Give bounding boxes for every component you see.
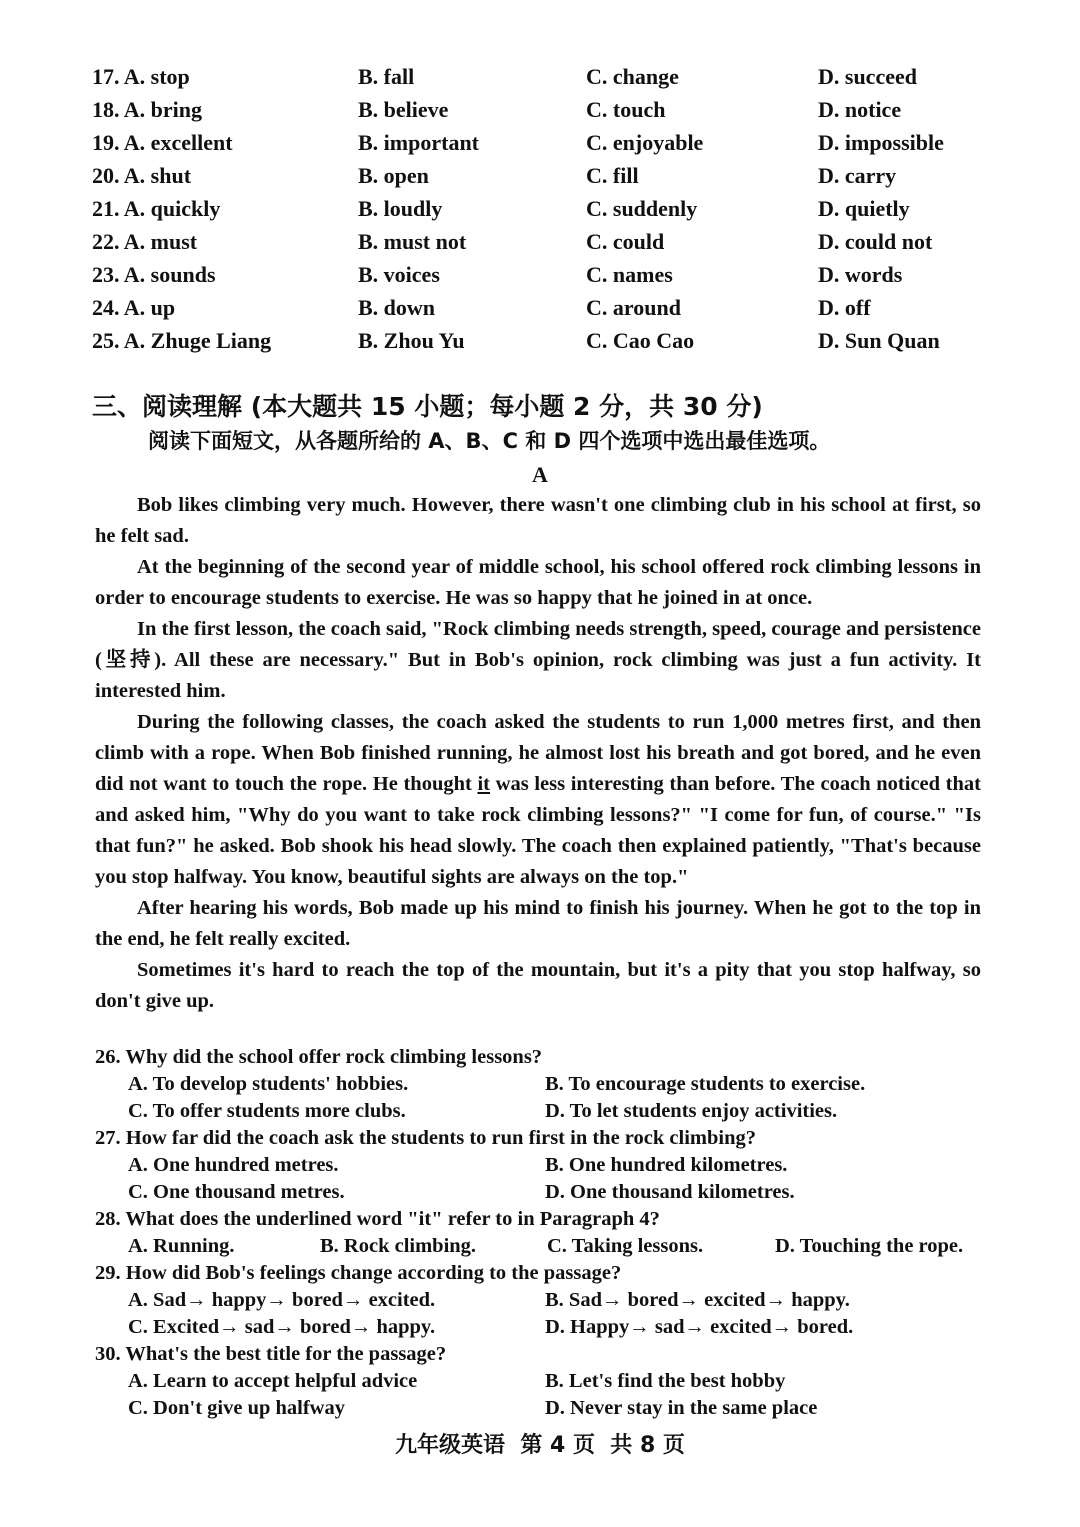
choice-c: C. Excited→ sad→ bored→ happy. xyxy=(128,1316,436,1338)
option-row-22 xyxy=(0,225,1080,258)
paragraph-2: At the beginning of the second year of middle school, his school offered rock climbing lessons in order to encourage students to exercise. He was so happy that he joined in at once. xyxy=(95,556,981,609)
option-d: D. notice xyxy=(818,97,902,122)
option-c: C. touch xyxy=(586,97,666,122)
option-a: 18. A. bring xyxy=(92,97,203,122)
choice-row xyxy=(95,1098,995,1125)
option-row-24 xyxy=(0,291,1080,324)
choice-c: C. Taking lessons. xyxy=(547,1235,704,1257)
paragraph-3: In the first lesson, the coach said, "Rock climbing needs strength, speed, courage and persistence (坚持). All these are necessary." But in Bob's opinion, rock climbing was just a fun activity. It interested him. xyxy=(95,618,981,702)
option-a: 20. A. shut xyxy=(92,163,192,188)
choice-a: A. To develop students' hobbies. xyxy=(128,1073,409,1095)
paragraph-4 xyxy=(95,707,981,893)
choice-row xyxy=(95,1152,995,1179)
choice-d: D. One thousand kilometres. xyxy=(545,1181,795,1203)
option-d: D. impossible xyxy=(818,130,944,155)
option-d: D. off xyxy=(818,295,871,320)
question-stem: 26. Why did the school offer rock climbing lessons? xyxy=(95,1046,543,1068)
choice-row xyxy=(95,1395,995,1422)
option-c: C. Cao Cao xyxy=(586,328,695,353)
section-title: 三、阅读理解 (本大题共 15 小题；每小题 2 分，共 30 分) xyxy=(92,392,763,421)
question-27 xyxy=(95,1125,995,1206)
choice-row xyxy=(95,1314,995,1341)
choice-b: B. Let's find the best hobby xyxy=(545,1370,786,1392)
choice-a: A. Sad→ happy→ bored→ excited. xyxy=(128,1289,436,1311)
option-d: D. could not xyxy=(818,229,933,254)
page-footer: 九年级英语 第 4 页 共 8 页 xyxy=(395,1433,685,1458)
choice-d: D. To let students enjoy activities. xyxy=(545,1100,838,1122)
option-b: B. loudly xyxy=(358,196,443,221)
option-c: C. suddenly xyxy=(586,196,698,221)
question-stem: 27. How far did the coach ask the students to run first in the rock climbing? xyxy=(95,1127,756,1149)
choice-c: C. To offer students more clubs. xyxy=(128,1100,406,1122)
option-b: B. open xyxy=(358,163,429,188)
option-b: B. down xyxy=(358,295,436,320)
option-d: D. words xyxy=(818,262,903,287)
choice-c: C. One thousand metres. xyxy=(128,1181,345,1203)
underlined-word-it: it xyxy=(477,773,490,795)
option-a: 23. A. sounds xyxy=(92,262,216,287)
passage-label: A xyxy=(532,462,548,487)
choice-row xyxy=(95,1233,995,1260)
option-c: C. change xyxy=(586,64,679,89)
option-b: B. important xyxy=(358,130,479,155)
option-a: 21. A. quickly xyxy=(92,196,221,221)
choice-row xyxy=(95,1287,995,1314)
paragraph-4-part-1: During the following classes, the coach asked the students to run 1,000 metres first, and then climb with a rope. When Bob finished running, he almost lost his breath and got bored, and he even did not want to touch the rope. He thought xyxy=(95,711,981,795)
choice-d: D. Never stay in the same place xyxy=(545,1397,818,1419)
option-row-19 xyxy=(0,126,1080,159)
option-row-18 xyxy=(0,93,1080,126)
option-c: C. enjoyable xyxy=(586,130,704,155)
option-a: 22. A. must xyxy=(92,229,198,254)
choice-row xyxy=(95,1071,995,1098)
question-30 xyxy=(95,1341,995,1422)
option-row-25 xyxy=(0,324,1080,357)
option-row-23 xyxy=(0,258,1080,291)
choice-b: B. To encourage students to exercise. xyxy=(545,1073,866,1095)
choice-c: C. Don't give up halfway xyxy=(128,1397,345,1419)
question-list xyxy=(95,1044,995,1422)
choice-a: A. Running. xyxy=(128,1235,235,1257)
paragraph-6: Sometimes it's hard to reach the top of the mountain, but it's a pity that you stop halfway, so don't give up. xyxy=(95,959,981,1012)
option-c: C. names xyxy=(586,262,673,287)
paragraph-5: After hearing his words, Bob made up his mind to finish his journey. When he got to the top in the end, he felt really excited. xyxy=(95,897,981,950)
choice-a: A. One hundred metres. xyxy=(128,1154,339,1176)
paragraph-1: Bob likes climbing very much. However, there wasn't one climbing club in his school at first, so he felt sad. xyxy=(95,494,981,547)
paragraph-4-part-2: was less interesting than before. The coach noticed that and asked him, "Why do you want to take rock climbing lessons?" "I come for fun, of course." "Is that fun?" he asked. Bob shook his head slowly. The coach then explained patiently, "That's because you stop halfway. You know, beautiful sights are always on the top." xyxy=(95,773,981,888)
option-b: B. voices xyxy=(358,262,440,287)
choice-a: A. Learn to accept helpful advice xyxy=(128,1370,418,1392)
option-c: C. fill xyxy=(586,163,639,188)
option-b: B. believe xyxy=(358,97,449,122)
option-d: D. carry xyxy=(818,163,897,188)
question-29 xyxy=(95,1260,995,1341)
option-row-20 xyxy=(0,159,1080,192)
question-stem: 30. What's the best title for the passage? xyxy=(95,1343,447,1365)
option-b: B. fall xyxy=(358,64,415,89)
question-stem: 29. How did Bob's feelings change according to the passage? xyxy=(95,1262,622,1284)
option-c: C. around xyxy=(586,295,681,320)
option-d: D. succeed xyxy=(818,64,917,89)
choice-row xyxy=(95,1368,995,1395)
question-26 xyxy=(95,1044,995,1125)
option-a: 17. A. stop xyxy=(92,64,190,89)
choice-row xyxy=(95,1179,995,1206)
question-stem: 28. What does the underlined word "it" refer to in Paragraph 4? xyxy=(95,1208,660,1230)
option-a: 24. A. up xyxy=(92,295,176,320)
choice-b: B. Sad→ bored→ excited→ happy. xyxy=(545,1289,850,1311)
option-b: B. Zhou Yu xyxy=(358,328,465,353)
option-c: C. could xyxy=(586,229,665,254)
option-a: 25. A. Zhuge Liang xyxy=(92,328,272,353)
option-row-17 xyxy=(0,60,1080,93)
option-row-21 xyxy=(0,192,1080,225)
option-d: D. quietly xyxy=(818,196,910,221)
reading-passage xyxy=(95,490,981,1017)
option-d: D. Sun Quan xyxy=(818,328,940,353)
section-instruction: 阅读下面短文，从各题所给的 A、B、C 和 D 四个选项中选出最佳选项。 xyxy=(148,429,831,453)
choice-d: D. Touching the rope. xyxy=(775,1235,964,1257)
question-28 xyxy=(95,1206,995,1260)
choice-b: B. Rock climbing. xyxy=(320,1235,477,1257)
option-a: 19. A. excellent xyxy=(92,130,233,155)
choice-b: B. One hundred kilometres. xyxy=(545,1154,788,1176)
choice-d: D. Happy→ sad→ excited→ bored. xyxy=(545,1316,854,1338)
option-b: B. must not xyxy=(358,229,467,254)
